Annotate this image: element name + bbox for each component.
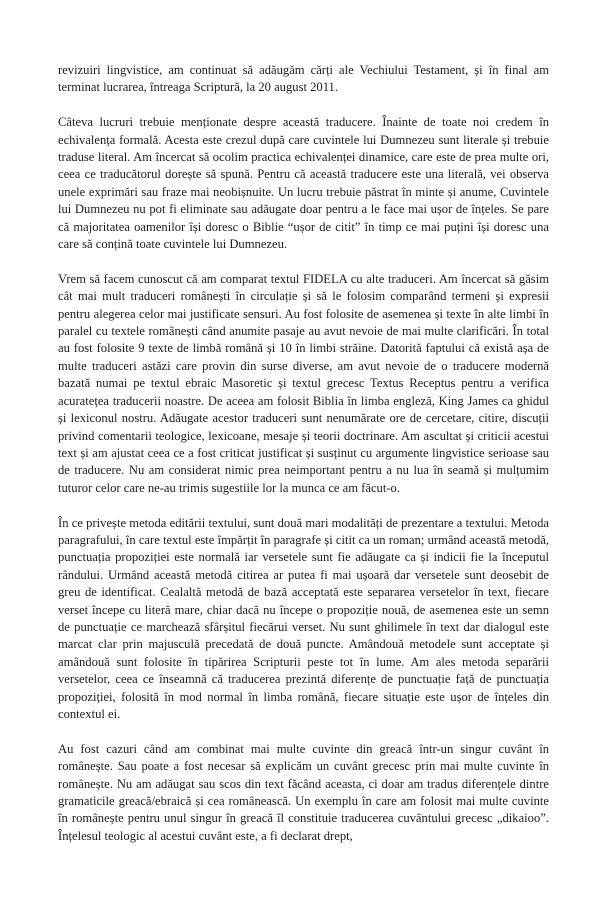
- paragraph-continuation: revizuiri lingvistice, am continuat să adăugăm cărți ale Vechiului Testament, și în final am terminat lucrarea, întreaga Scriptură, la 20 august 2011.: [58, 63, 549, 95]
- paragraph-formal-equivalence: Câteva lucruri trebuie menționate despre această traducere. Înainte de toate noi credem în echivalența formală. Acesta este crezul după care cuvintele lui Dumnezeu sunt literale și trebuie traduse literal. Am încercat să ocolim practica echivalenței dinamice, care este de prea multe ori, ceea ce traducătorul dorește să spună. Pentru că această traducere este una literală, vei observa unele exprimări sau fraze mai neobișnuite. Un lucru trebuie păstrat în minte și anume, Cuvintele lui Dumnezeu nu pot fi eliminate sau adăugate doar pentru a le face mai ușor de înțeles. Se pare că majoritatea oamenilor își doresc o Biblie “ușor de citit” în timp ce mai puțini își doresc una care să conțină toate cuvintele lui Dumnezeu.: [58, 115, 549, 252]
- document-page: [58, 62, 549, 845]
- paragraph-editing-method: În ce privește metoda editării textului, sunt două mari modalități de prezentare a textului. Metoda paragrafului, în care textul este împărțit în paragrafe și citit ca un roman; urmând această metodă, punctuația propoziției este normală iar versetele sunt fie adăugate ca și indicii fie la începutul rândului. Urmând această metodă citirea ar putea fi mai ușoară dar versetele sunt deosebit de greu de identificat. Cealaltă metodă de bază acceptată este separarea versetelor în text, fiecare verset începe cu literă mare, chiar dacă nu începe o propoziție nouă, de asemenea este un semn de punctuație ce marchează sfârșitul fiecărui verset. Nu sunt ghilimele în text dar dialogul este marcat clar prin majusculă precedată de două puncte. Amândouă metodele sunt acceptate și amândouă sunt folosite în tipărirea Scripturii peste tot în lume. Am ales metoda separării versetelor, ceea ce înseamnă că traducerea prezintă diferențe de punctuație față de punctuația propoziției, folosită în mod normal în limba română, fiecare situație este ușor de înțeles din contextul ei.: [58, 515, 549, 721]
- paragraph-translation-comparison: Vrem să facem cunoscut că am comparat textul FIDELA cu alte traduceri. Am încercat să găsim cât mai mult traduceri românești în circulație și să le folosim comparând termeni și expresii pentru alegerea celor mai justificate sensuri. Au fost folosite de asemenea și texte în alte limbi în paralel cu textele românești când anumite pasaje au avut nevoie de mai multe clarificări. În total au fost folosite 9 texte de limbă română și 10 în limbi străine. Datorită faptului că există așa de multe traduceri astăzi care provin din surse diverse, am avut nevoie de o traducere modernă bazată numai pe textul ebraic Masoretic și textul grecesc Textus Receptus pentru a verifica acuratețea traducerii noastre. De aceea am folosit Biblia în limba engleză, King James ca ghidul și lexiconul nostru. Adăugate acestor traduceri sunt nenumărate ore de cercetare, citire, discuții privind comentarii teologice, lexicoane, mesaje și teorii doctrinare. Am ascultat și criticii acestui text și am ajustat ceea ce a fost criticat justificat și susținut cu argumente lingvistice serioase sau de traducere. Nu am considerat nimic prea neimportant pentru a nu lua în seamă și mulțumim tuturor celor care ne-au trimis sugestiile lor la munca ce am făcut-o.: [58, 271, 549, 495]
- paragraph-word-combination: Au fost cazuri când am combinat mai multe cuvinte din greacă într-un singur cuvânt în românește. Sau poate a fost necesar să explicăm un cuvânt grecesc prin mai multe cuvinte în românește. Nu am adăugat sau scos din text făcând aceasta, ci doar am tradus diferențele dintre gramaticile greacă/ebraică și cea românească. Un exemplu în care am folosit mai multe cuvinte în românește pentru unul singur în greacă îl constituie traducerea cuvântului grecesc „dikaioo”. Înțelesul teologic al acestui cuvânt este, a fi declarat drept,: [58, 741, 549, 843]
